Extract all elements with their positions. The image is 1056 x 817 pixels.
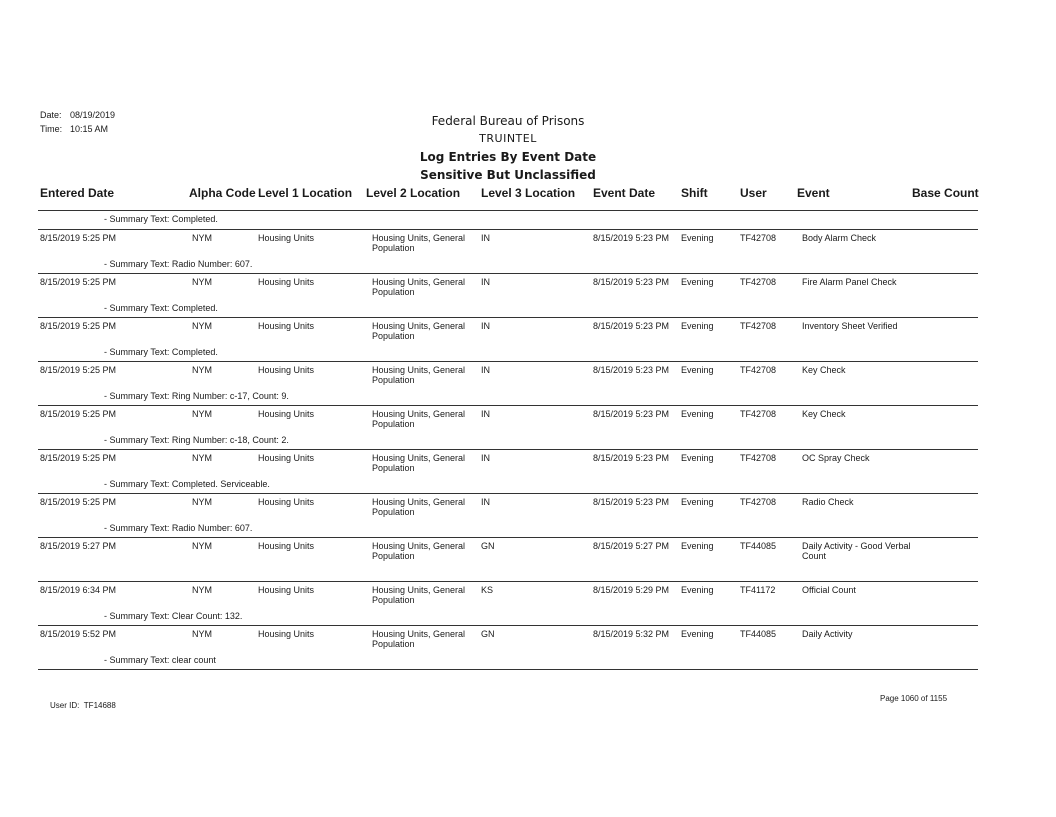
title-report-name: Log Entries By Event Date [419,150,597,164]
cell-user: TF42708 [740,453,777,463]
cell-shift: Evening [681,409,714,419]
cell-alpha: NYM [192,541,212,551]
cell-shift: Evening [681,233,714,243]
row-divider [38,405,978,406]
cell-event: Fire Alarm Panel Check [802,277,897,287]
cell-event-date: 8/15/2019 5:23 PM [593,409,670,419]
col-header-user: User [740,186,767,200]
cell-event: Key Check [802,365,846,375]
cell-event: Inventory Sheet Verified [802,321,898,331]
date-value: 08/19/2019 [70,110,116,120]
cell-level3: IN [481,409,490,419]
cell-event: Official Count [802,585,856,595]
row-divider [38,493,978,494]
row-summary: - Summary Text: Completed. [104,303,218,313]
cell-user: TF42708 [740,233,777,243]
cell-level1: Housing Units [258,541,315,551]
cell-level3: IN [481,453,490,463]
cell-level3: KS [481,585,494,595]
footer-user-id [50,701,116,710]
time-value: 10:15 AM [70,124,109,134]
cell-shift: Evening [681,585,714,595]
cell-alpha: NYM [192,497,212,507]
row-summary: - Summary Text: Radio Number: 607. [104,259,253,269]
cell-entered: 8/15/2019 5:27 PM [40,541,117,551]
cell-level1: Housing Units [258,277,315,287]
cell-entered: 8/15/2019 5:25 PM [40,497,117,507]
row-summary: - Summary Text: Ring Number: c-17, Count: 9. [104,391,289,401]
time-label: Time: [40,124,63,134]
cell-level3: IN [481,365,490,375]
cell-event: Radio Check [802,497,854,507]
cell-event: OC Spray Check [802,453,870,463]
cell-event-date: 8/15/2019 5:23 PM [593,277,670,287]
row-divider [38,537,978,538]
cell-user: TF42708 [740,321,777,331]
title-classification: Sensitive But Unclassified [420,168,596,182]
cell-level3: IN [481,321,490,331]
cell-level2: Housing Units, General Population [372,585,466,605]
cell-entered: 8/15/2019 5:25 PM [40,365,117,375]
cell-level1: Housing Units [258,233,315,243]
cell-level3: IN [481,233,490,243]
row-divider [38,361,978,362]
cell-shift: Evening [681,629,714,639]
footer-user-value: TF14688 [83,701,116,710]
cell-level2: Housing Units, General Population [372,277,466,297]
cell-event-date: 8/15/2019 5:23 PM [593,233,670,243]
row-summary: - Summary Text: Radio Number: 607. [104,523,253,533]
cell-level1: Housing Units [258,585,315,595]
cell-alpha: NYM [192,585,212,595]
date-label: Date: [40,110,62,120]
cell-event-date: 8/15/2019 5:23 PM [593,365,670,375]
cell-level2: Housing Units, General Population [372,629,466,649]
col-header-alpha-code: Alpha Code [189,186,256,200]
col-header-shift: Shift [681,186,708,200]
cell-event: Body Alarm Check [802,233,877,243]
cell-user: TF41172 [740,585,776,595]
cell-level1: Housing Units [258,409,315,419]
col-header-event-date: Event Date [593,186,656,200]
cell-entered: 8/15/2019 5:25 PM [40,409,117,419]
cell-alpha: NYM [192,409,212,419]
cell-level2: Housing Units, General Population [372,233,466,253]
row-divider [38,229,978,230]
cell-alpha: NYM [192,365,212,375]
row-summary: - Summary Text: clear count [104,655,216,665]
header-divider [38,210,978,211]
cell-event-date: 8/15/2019 5:27 PM [593,541,670,551]
cell-entered: 8/15/2019 5:25 PM [40,321,117,331]
row-divider [38,449,978,450]
cell-entered: 8/15/2019 6:34 PM [40,585,117,595]
title-agency: Federal Bureau of Prisons [431,114,585,128]
row-divider [38,625,978,626]
cell-level3: GN [481,629,495,639]
cell-level1: Housing Units [258,497,315,507]
row-divider [38,581,978,582]
cell-level1: Housing Units [258,453,315,463]
cell-event: Key Check [802,409,846,419]
table-bottom-divider [38,669,978,670]
cell-shift: Evening [681,453,714,463]
cell-alpha: NYM [192,629,212,639]
cell-shift: Evening [681,277,714,287]
cell-entered: 8/15/2019 5:52 PM [40,629,117,639]
row-summary: - Summary Text: Completed. [104,347,218,357]
row-summary: - Summary Text: Ring Number: c-18, Count: 2. [104,435,289,445]
cell-entered: 8/15/2019 5:25 PM [40,277,117,287]
cell-event: Daily Activity [802,629,853,639]
cell-entered: 8/15/2019 5:25 PM [40,233,117,243]
cell-shift: Evening [681,365,714,375]
cell-level3: IN [481,277,490,287]
cell-level2: Housing Units, General Population [372,365,466,385]
cell-user: TF42708 [740,409,777,419]
row-divider [38,273,978,274]
cell-user: TF42708 [740,497,777,507]
col-header-level3: Level 3 Location [481,186,576,200]
title-system: TRUINTEL [479,132,537,145]
cell-entered: 8/15/2019 5:25 PM [40,453,117,463]
cell-level1: Housing Units [258,629,315,639]
cell-level2: Housing Units, General Population [372,453,466,473]
cell-shift: Evening [681,541,714,551]
cell-user: TF44085 [740,629,777,639]
footer-user-label: User ID: [50,701,80,710]
cell-event-date: 8/15/2019 5:23 PM [593,453,670,463]
cell-level1: Housing Units [258,321,315,331]
report-date [40,110,115,120]
cell-shift: Evening [681,321,714,331]
cell-event-date: 8/15/2019 5:32 PM [593,629,670,639]
cell-level1: Housing Units [258,365,315,375]
row-summary-top: - Summary Text: Completed. [104,214,218,224]
cell-level3: IN [481,497,490,507]
row-summary: - Summary Text: Clear Count: 132. [104,611,243,621]
row-divider [38,317,978,318]
cell-user: TF42708 [740,277,777,287]
cell-event: Daily Activity - Good Verbal Count [802,541,911,561]
col-header-level1: Level 1 Location [258,186,353,200]
col-header-event: Event [797,186,830,200]
cell-shift: Evening [681,497,714,507]
row-summary: - Summary Text: Completed. Serviceable. [104,479,270,489]
cell-level2: Housing Units, General Population [372,497,466,517]
cell-event-date: 8/15/2019 5:29 PM [593,585,670,595]
footer-page-number: Page 1060 of 1155 [880,694,948,703]
cell-user: TF44085 [740,541,777,551]
cell-alpha: NYM [192,453,212,463]
cell-alpha: NYM [192,233,212,243]
report-title [360,112,656,184]
cell-alpha: NYM [192,321,212,331]
cell-level3: GN [481,541,495,551]
cell-user: TF42708 [740,365,777,375]
col-header-entered-date: Entered Date [40,186,115,200]
cell-event-date: 8/15/2019 5:23 PM [593,497,670,507]
col-header-base-count: Base Count [912,186,979,200]
cell-level2: Housing Units, General Population [372,321,466,341]
col-header-level2: Level 2 Location [366,186,461,200]
report-time [40,124,108,134]
cell-alpha: NYM [192,277,212,287]
cell-event-date: 8/15/2019 5:23 PM [593,321,670,331]
cell-level2: Housing Units, General Population [372,541,466,561]
cell-level2: Housing Units, General Population [372,409,466,429]
